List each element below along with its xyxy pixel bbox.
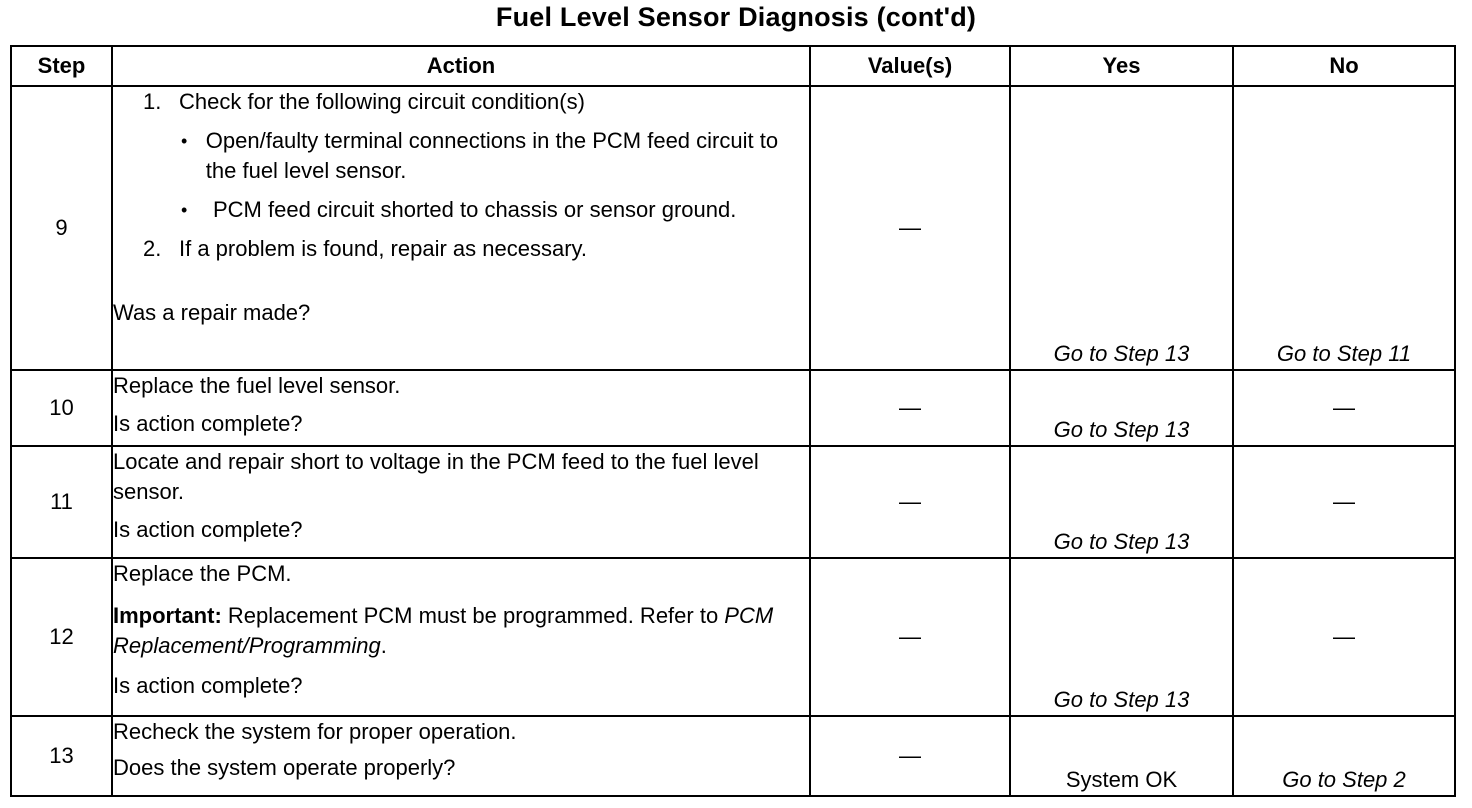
value-cell: — xyxy=(810,558,1010,716)
numbered-item xyxy=(113,87,809,117)
header-values: Value(s) xyxy=(810,46,1010,86)
table-row xyxy=(11,370,1455,446)
no-cell: — xyxy=(1233,370,1455,446)
bullet-text: Open/faulty terminal connections in the PCM feed circuit to the fuel level sensor. xyxy=(205,128,779,183)
action-cell xyxy=(112,446,810,558)
bullet-mark: • xyxy=(181,131,188,151)
step-number: 13 xyxy=(11,716,112,796)
bullet-text: PCM feed circuit shorted to chassis or sensor ground. xyxy=(213,197,737,222)
page-title: Fuel Level Sensor Diagnosis (cont'd) xyxy=(495,2,977,32)
step-number: 9 xyxy=(11,86,112,370)
value-cell: — xyxy=(810,370,1010,446)
header-step: Step xyxy=(11,46,112,86)
numbered-item xyxy=(113,234,809,264)
header-yes: Yes xyxy=(1010,46,1233,86)
table-header-row xyxy=(11,46,1455,86)
question-text: Does the system operate properly? xyxy=(113,755,456,780)
header-action: Action xyxy=(112,46,810,86)
yes-cell: Go to Step 13 xyxy=(1010,446,1233,558)
question-text: Is action complete? xyxy=(113,411,303,436)
item-number: 2. xyxy=(143,236,162,261)
item-text: Check for the following circuit condition(s) xyxy=(179,89,585,114)
action-cell xyxy=(112,558,810,716)
action-cell xyxy=(112,86,810,370)
bullet-mark: • xyxy=(181,200,188,220)
action-cell xyxy=(112,716,810,796)
no-cell: Go to Step 2 xyxy=(1233,716,1455,796)
yes-cell: Go to Step 13 xyxy=(1010,370,1233,446)
item-text: If a problem is found, repair as necessary. xyxy=(179,236,588,261)
diagnosis-table xyxy=(10,45,1456,797)
table-row xyxy=(11,446,1455,558)
step-number: 12 xyxy=(11,558,112,716)
question-text: Is action complete? xyxy=(113,517,303,542)
question-text: Is action complete? xyxy=(113,673,303,698)
no-cell: — xyxy=(1233,558,1455,716)
question-text: Was a repair made? xyxy=(113,300,311,325)
value-cell: — xyxy=(810,446,1010,558)
action-text: Locate and repair short to voltage in the PCM feed to the fuel level sensor. xyxy=(113,449,759,504)
yes-cell: System OK xyxy=(1010,716,1233,796)
value-cell: — xyxy=(810,86,1010,370)
item-number: 1. xyxy=(143,89,162,114)
action-text: Replace the fuel level sensor. xyxy=(113,373,401,398)
value-cell: — xyxy=(810,716,1010,796)
bullet-item xyxy=(113,126,809,186)
header-no: No xyxy=(1233,46,1455,86)
action-text: Replace the PCM. xyxy=(113,561,292,586)
action-text: Recheck the system for proper operation. xyxy=(113,719,517,744)
action-cell xyxy=(112,370,810,446)
table-row xyxy=(11,86,1455,370)
yes-cell: Go to Step 13 xyxy=(1010,86,1233,370)
step-number: 11 xyxy=(11,446,112,558)
no-cell: — xyxy=(1233,446,1455,558)
step-number: 10 xyxy=(11,370,112,446)
important-text: Replacement PCM must be programmed. Refer to xyxy=(221,603,725,628)
bullet-item xyxy=(113,195,809,225)
important-end: . xyxy=(380,633,387,658)
reference-link: PCM Replacement/Programming xyxy=(113,603,774,658)
table-row xyxy=(11,716,1455,796)
no-cell: Go to Step 11 xyxy=(1233,86,1455,370)
important-label: Important: xyxy=(113,603,222,628)
table-row xyxy=(11,558,1455,716)
yes-cell: Go to Step 13 xyxy=(1010,558,1233,716)
important-note xyxy=(113,601,809,661)
